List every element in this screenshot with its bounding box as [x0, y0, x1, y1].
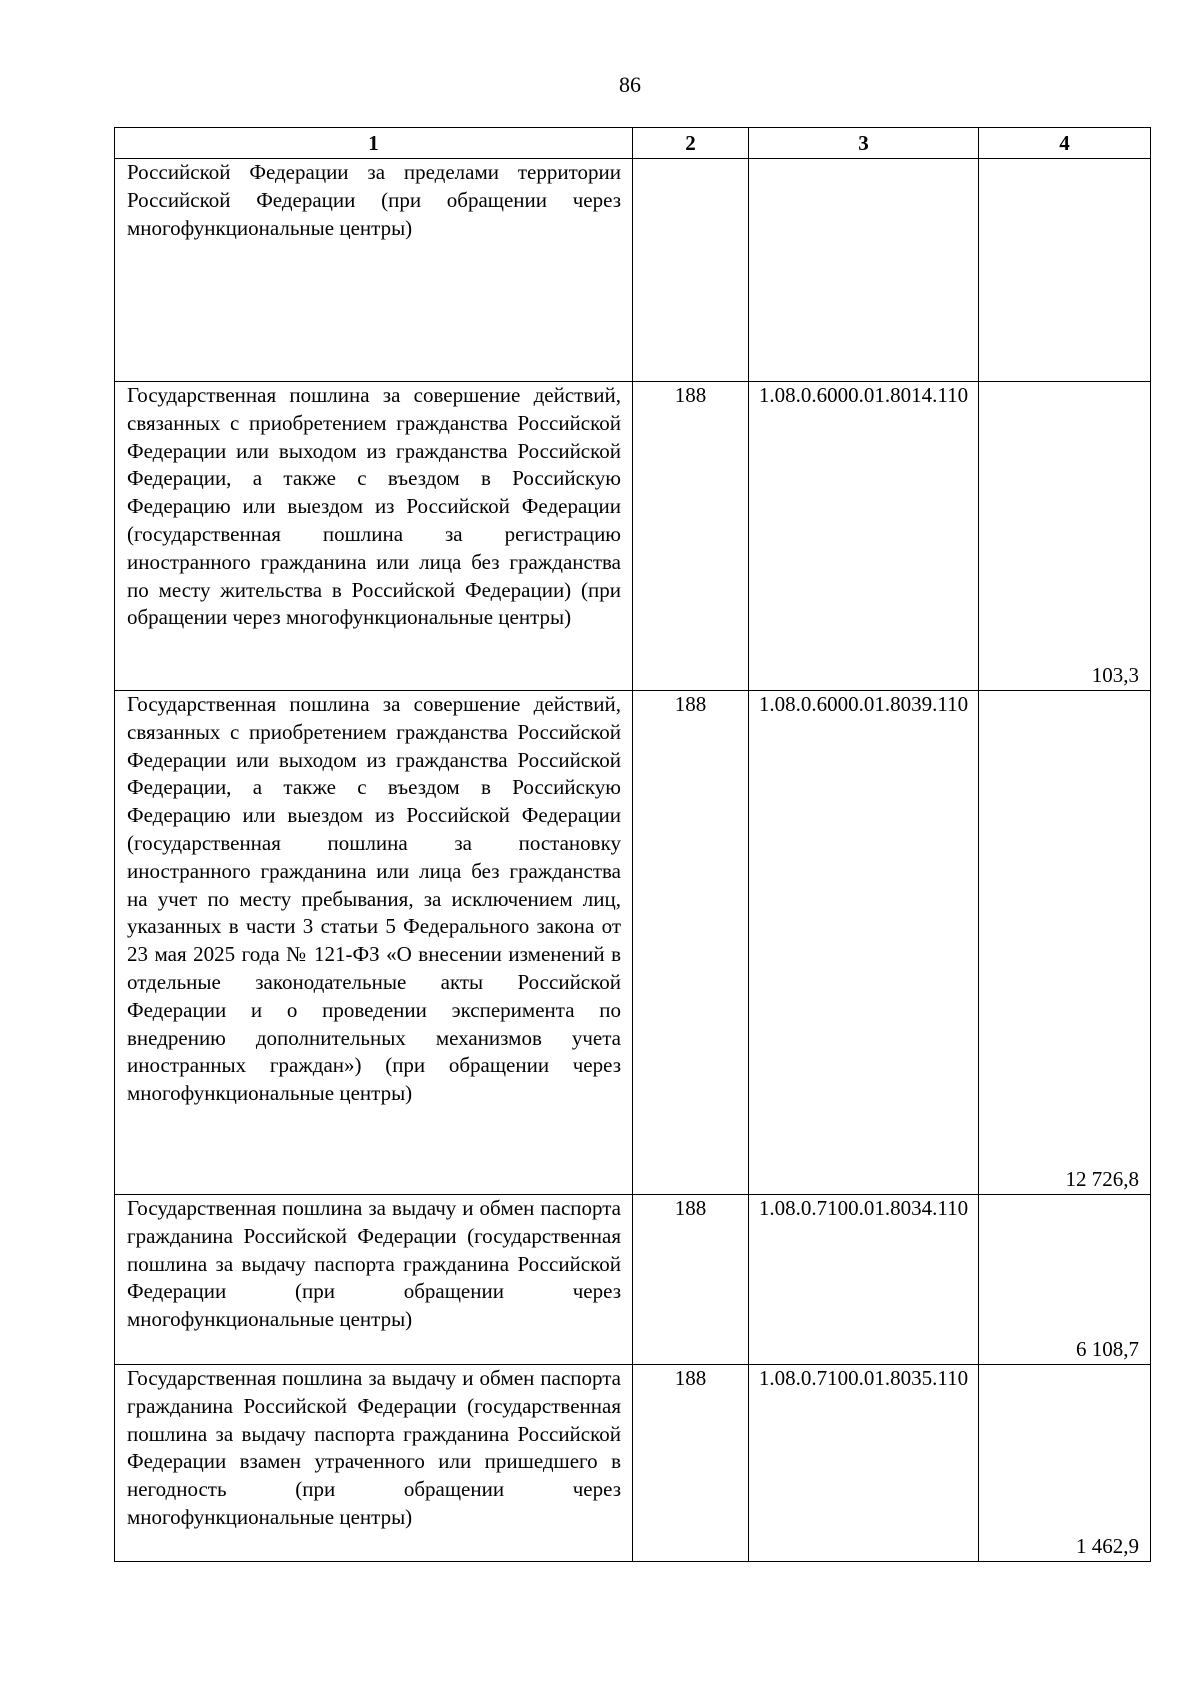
row-description: Государственная пошлина за совершение действий, связанных с приобретением гражданства Российской Федерации или выходом из гражданства Российской Федерации, а также с въездом в Российскую Федерацию или выездом из Российской Федерации (государственная пошлина за постановку иностранного гражданина или лица без гражданства на учет по месту пребывания, за исключением лиц, указанных в части 3 статьи 5 Федерального закона от 23 мая 2025 года № 121-ФЗ «О внесении изменений в отдельные законодательные акты Российской Федерации и о проведении эксперимента по внедрению дополнительных механизмов учета иностранных граждан») (при обращении через многофункциональные центры)	[115, 691, 633, 1195]
row-amount: 1 462,9	[979, 1365, 1151, 1562]
row-amount	[979, 159, 1151, 382]
column-header-3: 3	[749, 128, 979, 159]
row-description: Российской Федерации за пределами территории Российской Федерации (при обращении через многофункциональные центры)	[115, 159, 633, 382]
row-kbk-code	[749, 159, 979, 382]
table-row	[115, 159, 1151, 382]
row-amount: 6 108,7	[979, 1195, 1151, 1365]
table-row	[115, 691, 1151, 1195]
table-row	[115, 1195, 1151, 1365]
row-admin-code	[633, 159, 749, 382]
row-admin-code: 188	[633, 691, 749, 1195]
column-header-2: 2	[633, 128, 749, 159]
row-kbk-code: 1.08.0.7100.01.8034.110	[749, 1195, 979, 1365]
row-admin-code: 188	[633, 1195, 749, 1365]
table-header-row	[115, 128, 1151, 159]
row-description: Государственная пошлина за совершение действий, связанных с приобретением гражданства Российской Федерации или выходом из гражданства Российской Федерации, а также с въездом в Российскую Федерацию или выездом из Российской Федерации (государственная пошлина за регистрацию иностранного гражданина или лица без гражданства по месту жительства в Российской Федерации) (при обращении через многофункциональные центры)	[115, 382, 633, 691]
row-amount: 103,3	[979, 382, 1151, 691]
row-description: Государственная пошлина за выдачу и обмен паспорта гражданина Российской Федерации (государственная пошлина за выдачу паспорта гражданина Российской Федерации (при обращении через многофункциональные центры)	[115, 1195, 633, 1365]
row-kbk-code: 1.08.0.6000.01.8039.110	[749, 691, 979, 1195]
row-kbk-code: 1.08.0.6000.01.8014.110	[749, 382, 979, 691]
row-kbk-code: 1.08.0.7100.01.8035.110	[749, 1365, 979, 1562]
page-number: 86	[619, 72, 641, 97]
column-header-4: 4	[979, 128, 1151, 159]
row-amount: 12 726,8	[979, 691, 1151, 1195]
table-row	[115, 1365, 1151, 1562]
table-row	[115, 382, 1151, 691]
revenue-table	[114, 127, 1151, 1562]
column-header-1: 1	[115, 128, 633, 159]
row-admin-code: 188	[633, 382, 749, 691]
row-admin-code: 188	[633, 1365, 749, 1562]
row-description: Государственная пошлина за выдачу и обмен паспорта гражданина Российской Федерации (государственная пошлина за выдачу паспорта гражданина Российской Федерации взамен утраченного или пришедшего в негодность (при обращении через многофункциональные центры)	[115, 1365, 633, 1562]
